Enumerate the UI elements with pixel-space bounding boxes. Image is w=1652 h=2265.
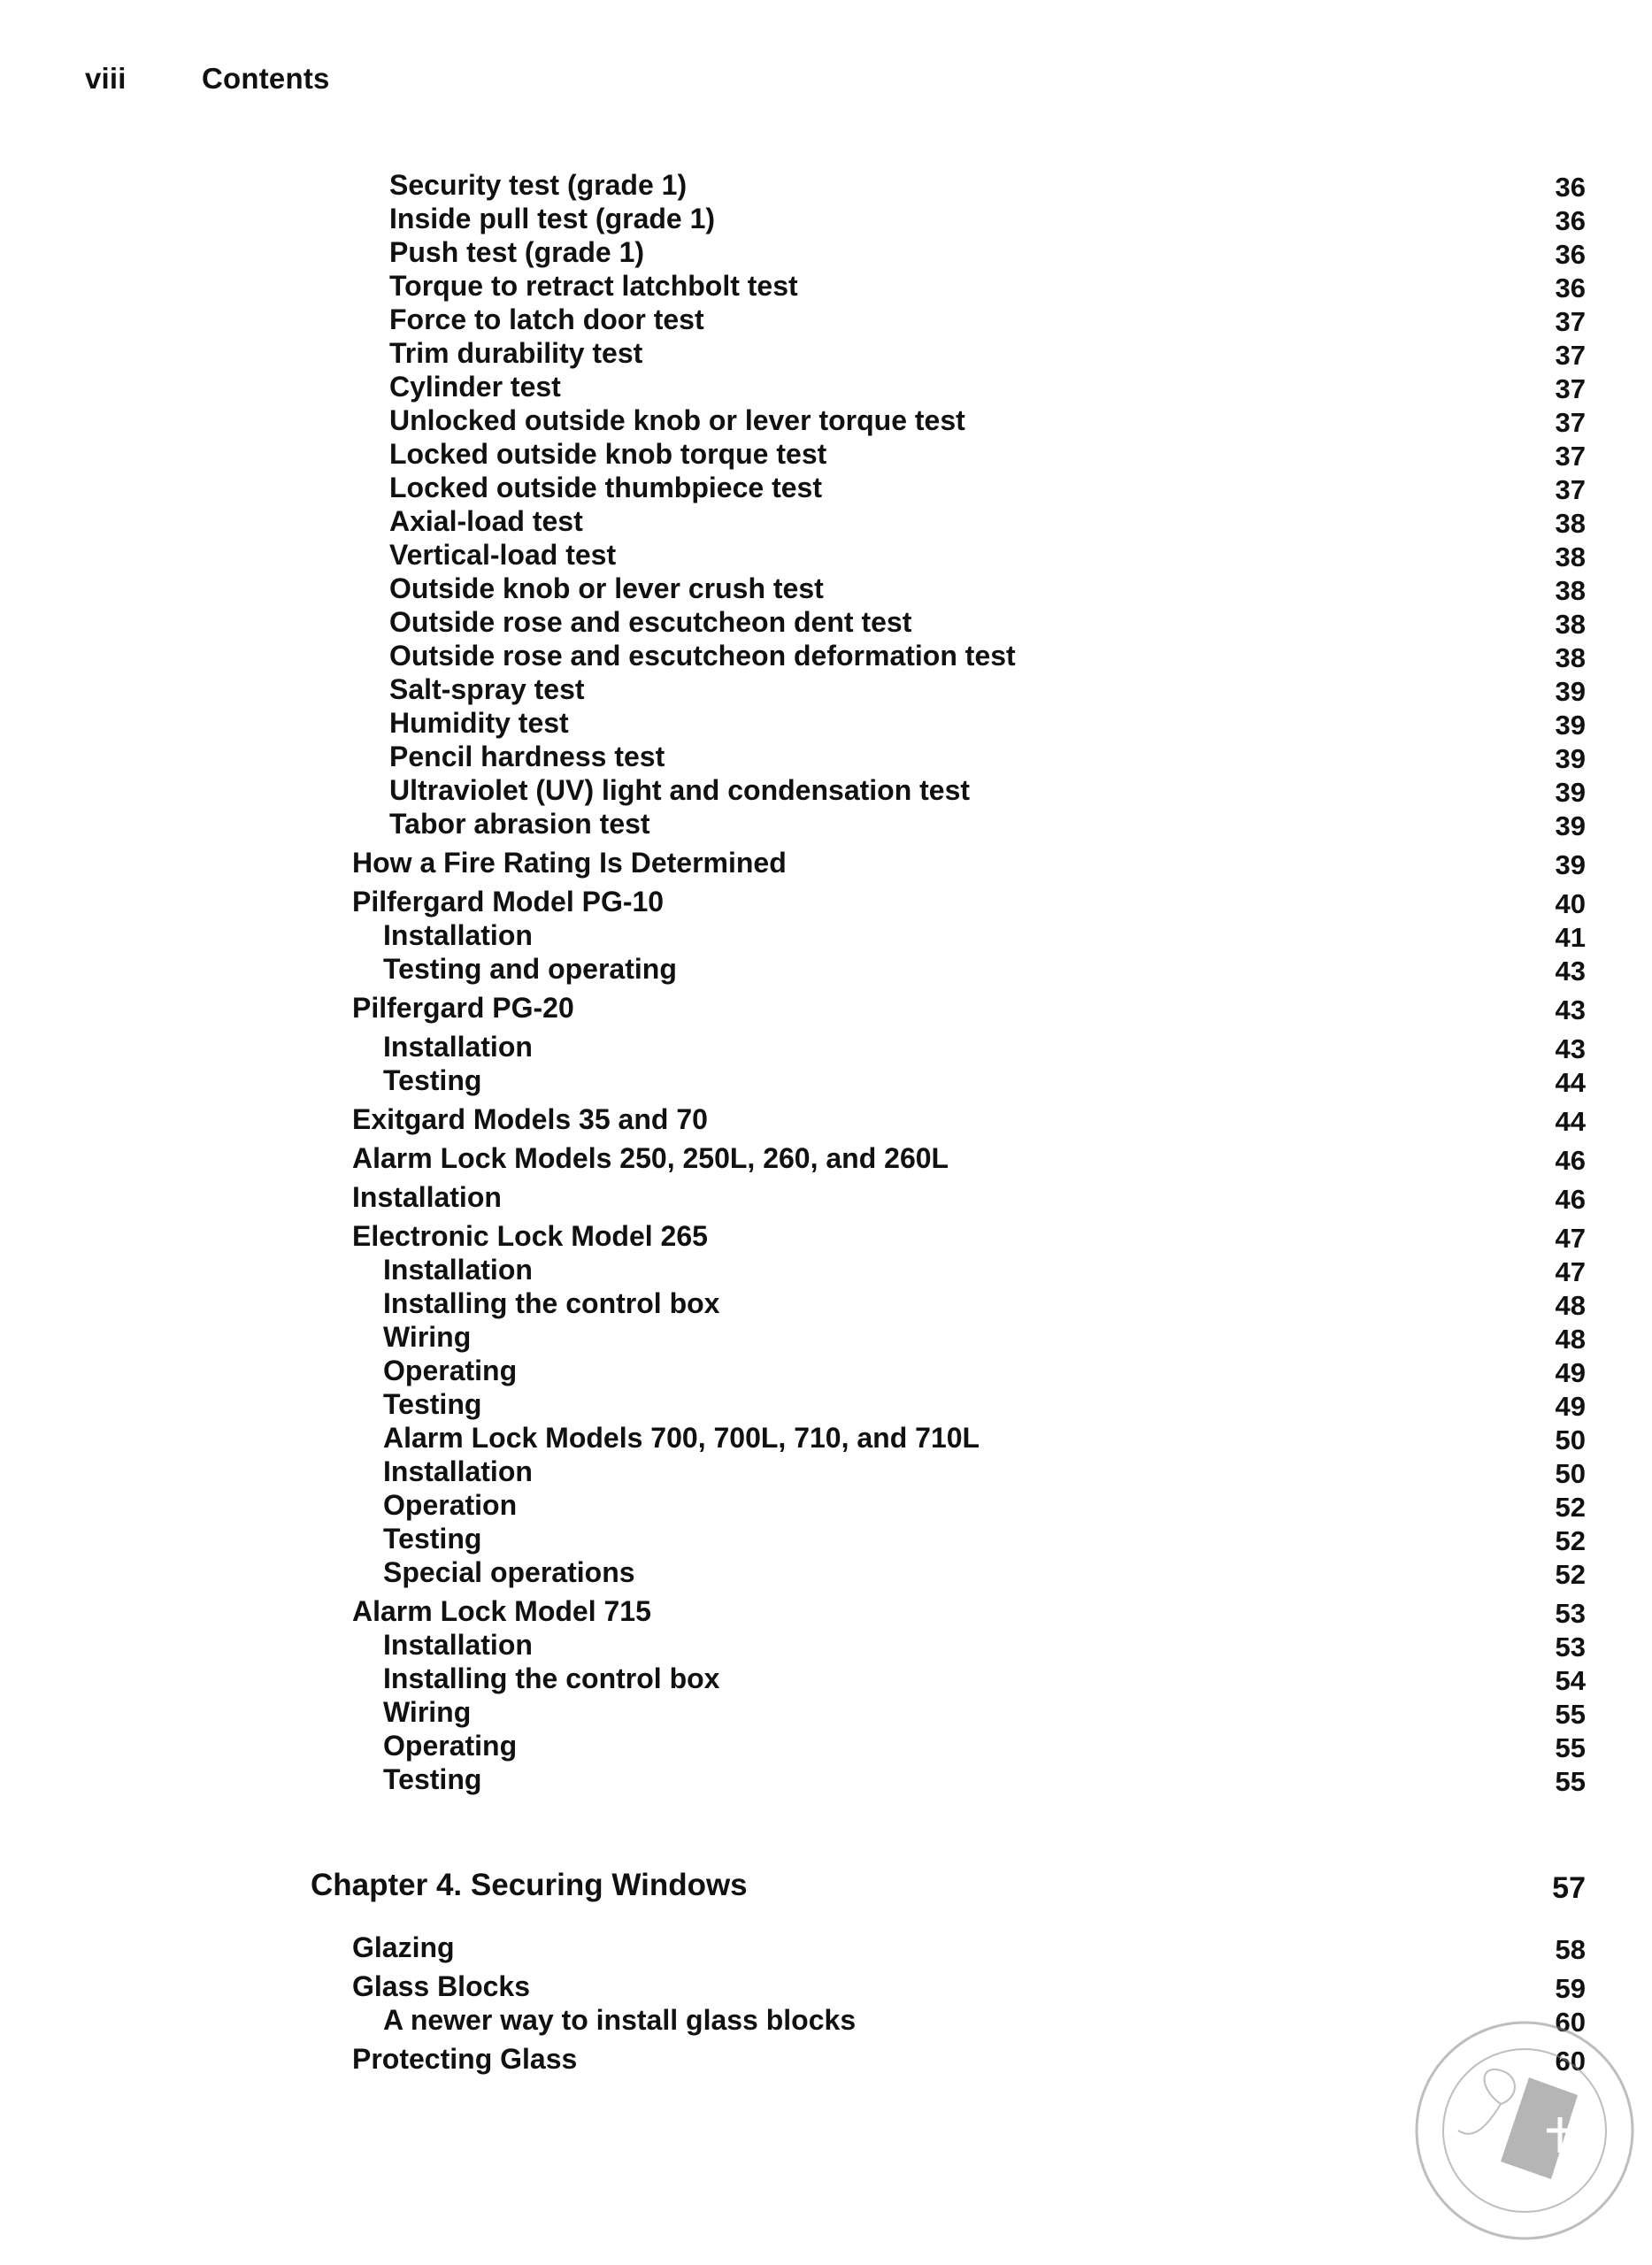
toc-entry-title: Trim durability test — [389, 337, 643, 369]
toc-page-number: 43 — [1555, 1033, 1586, 1064]
toc-entry-title: Security test (grade 1) — [389, 169, 688, 201]
toc-page-number: 52 — [1555, 1492, 1586, 1523]
toc-page-number: 46 — [1555, 1145, 1586, 1176]
toc-entry-title: Salt-spray test — [389, 673, 585, 705]
toc-entry-title: Installation — [352, 1181, 502, 1213]
toc-page-number: 49 — [1555, 1391, 1586, 1422]
toc-page-number: 39 — [1555, 710, 1586, 741]
toc-entry-title: Unlocked outside knob or lever torque test — [389, 404, 965, 436]
toc-entry-title: Outside rose and escutcheon deformation test — [389, 640, 1016, 672]
toc-entry-title: Locked outside knob torque test — [389, 438, 827, 470]
toc-entry-title: Testing and operating — [383, 953, 677, 985]
toc-entry-title: Installation — [383, 1629, 533, 1661]
toc-page-number: 58 — [1555, 1934, 1586, 1965]
toc-page-number: 39 — [1555, 810, 1586, 841]
toc-page-number: 37 — [1555, 474, 1586, 505]
toc-page-number: 38 — [1555, 642, 1586, 673]
toc-entry-title: Humidity test — [389, 707, 569, 739]
toc-page-number: 52 — [1555, 1525, 1586, 1556]
toc-entry-title: How a Fire Rating Is Determined — [352, 847, 787, 879]
toc-page-number: 60 — [1555, 2046, 1586, 2077]
toc-page-number: 39 — [1555, 777, 1586, 808]
toc-entry-title: Vertical-load test — [389, 539, 617, 571]
toc-entry-title: Wiring — [383, 1696, 472, 1728]
toc-page-number: 49 — [1555, 1357, 1586, 1388]
toc-page-number: 36 — [1555, 205, 1586, 236]
watermark-stamp — [1396, 1989, 1646, 2254]
toc-entry-title: Exitgard Models 35 and 70 — [352, 1103, 708, 1135]
toc-entry-title: Installation — [383, 1455, 533, 1487]
toc-entry-title: Installing the control box — [383, 1287, 720, 1319]
toc-page-number: 39 — [1555, 743, 1586, 774]
toc-page-number: 53 — [1555, 1632, 1586, 1662]
toc-entry-title: Testing — [383, 1763, 482, 1795]
toc-page-number: 40 — [1555, 888, 1586, 919]
toc-entry-title: Protecting Glass — [352, 2043, 578, 2075]
toc-page-number: 48 — [1555, 1324, 1586, 1355]
toc-entry-title: Electronic Lock Model 265 — [352, 1220, 708, 1252]
toc-page-number: 38 — [1555, 508, 1586, 539]
toc-page-number: 37 — [1555, 340, 1586, 371]
running-title: Contents — [202, 62, 330, 95]
toc-entry-title: Push test (grade 1) — [389, 236, 645, 268]
toc-page-number: 52 — [1555, 1559, 1586, 1590]
toc-entry-title: Glass Blocks — [352, 1970, 530, 2002]
toc-page-number: 38 — [1555, 575, 1586, 606]
toc-page-number: 38 — [1555, 541, 1586, 572]
chapter-title: Chapter 4. Securing Windows — [311, 1868, 748, 1902]
toc-entry-title: Alarm Lock Models 700, 700L, 710, and 710L — [383, 1422, 980, 1454]
toc-page-number: 53 — [1555, 1598, 1586, 1629]
toc-page-number: 36 — [1555, 273, 1586, 303]
toc-page-number: 47 — [1555, 1223, 1586, 1254]
toc-entry-title: Ultraviolet (UV) light and condensation test — [389, 774, 971, 806]
toc-page-number: 39 — [1555, 849, 1586, 880]
toc-page-number: 37 — [1555, 306, 1586, 337]
toc-page-number: 39 — [1555, 676, 1586, 707]
toc-entry-title: Pilfergard Model PG-10 — [352, 886, 665, 918]
toc-page-number: 43 — [1555, 994, 1586, 1025]
toc-page-number: 57 — [1552, 1871, 1586, 1905]
toc-entry-title: Testing — [383, 1523, 482, 1555]
toc-page-number: 55 — [1555, 1732, 1586, 1763]
toc-entry-title: Inside pull test (grade 1) — [389, 203, 716, 234]
toc-entry-title: Locked outside thumbpiece test — [389, 472, 822, 503]
toc-entry-title: Special operations — [383, 1556, 635, 1588]
toc-page-number: 41 — [1555, 922, 1586, 953]
toc-page-number: 38 — [1555, 609, 1586, 640]
toc-page-number: 59 — [1555, 1973, 1586, 2004]
toc-page-number: 37 — [1555, 441, 1586, 472]
toc-entry-title: Installation — [383, 1031, 533, 1063]
toc-page-number: 37 — [1555, 407, 1586, 438]
toc-entry-title: Operating — [383, 1355, 518, 1386]
toc-page-number: 36 — [1555, 172, 1586, 203]
toc-page-number: 44 — [1555, 1106, 1586, 1137]
toc-entry-title: Operating — [383, 1730, 518, 1762]
toc-page-number: 36 — [1555, 239, 1586, 270]
toc-entry-title: Pilfergard PG-20 — [352, 992, 574, 1024]
toc-entry-title: Installation — [383, 1254, 533, 1286]
toc-page-number: 47 — [1555, 1256, 1586, 1287]
toc-entry-title: Torque to retract latchbolt test — [389, 270, 798, 302]
toc-entry-title: Force to latch door test — [389, 303, 704, 335]
toc-page-number: 46 — [1555, 1184, 1586, 1215]
toc-entry-title: Glazing — [352, 1931, 455, 1963]
toc-entry-title: Alarm Lock Models 250, 250L, 260, and 260L — [352, 1142, 949, 1174]
toc-page-number: 44 — [1555, 1067, 1586, 1098]
toc-entry-title: Testing — [383, 1064, 482, 1096]
toc-page-number: 50 — [1555, 1458, 1586, 1489]
toc-entry-title: Installing the control box — [383, 1662, 720, 1694]
toc-page-number: 55 — [1555, 1766, 1586, 1797]
toc-entry-title: Outside rose and escutcheon dent test — [389, 606, 912, 638]
toc-page-number: 48 — [1555, 1290, 1586, 1321]
toc-entry-title: A newer way to install glass blocks — [383, 2004, 857, 2036]
toc-page-number: 60 — [1555, 2007, 1586, 2038]
toc-entry-title: Operation — [383, 1489, 518, 1521]
toc-entry-title: Outside knob or lever crush test — [389, 572, 824, 604]
toc-page-number: 37 — [1555, 373, 1586, 404]
toc-page-number: 50 — [1555, 1424, 1586, 1455]
toc-entry-title: Wiring — [383, 1321, 472, 1353]
toc-entry-title: Tabor abrasion test — [389, 808, 650, 840]
page-folio: viii — [85, 62, 127, 95]
toc-page-number: 43 — [1555, 956, 1586, 987]
toc-entry-title: Alarm Lock Model 715 — [352, 1595, 651, 1627]
toc-entry-title: Cylinder test — [389, 371, 561, 403]
toc-entry-title: Testing — [383, 1388, 482, 1420]
toc-entry-title: Axial-load test — [389, 505, 583, 537]
toc-entry-title: Pencil hardness test — [389, 741, 665, 772]
toc-page-number: 54 — [1555, 1665, 1586, 1696]
toc-page-number: 55 — [1555, 1699, 1586, 1730]
toc-entry-title: Installation — [383, 919, 533, 951]
